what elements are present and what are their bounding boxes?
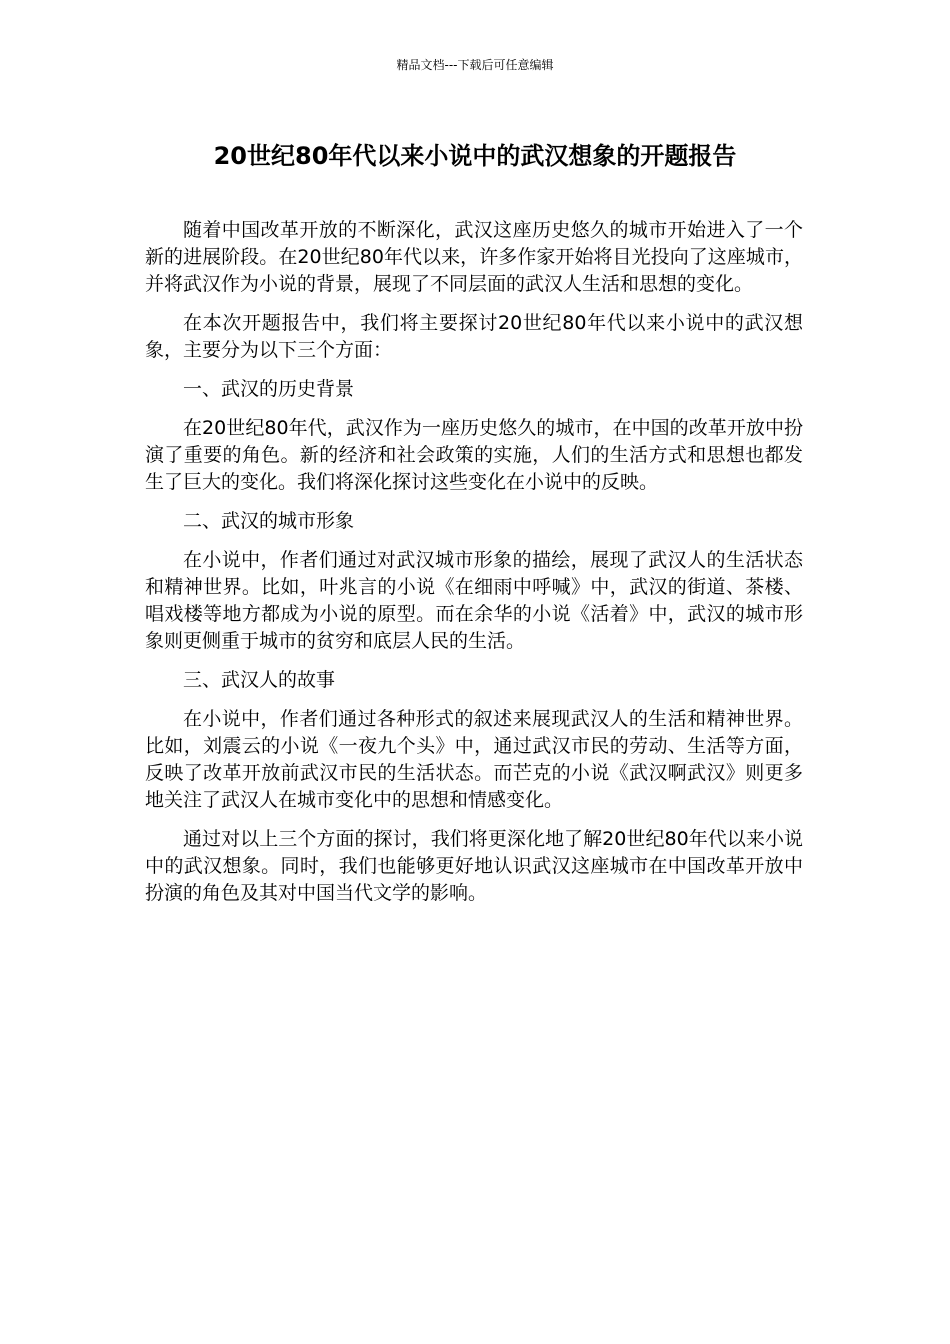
section-heading-city-image: 二、武汉的城市形象 xyxy=(183,510,355,532)
paragraph-history: 在20世纪80年代，武汉作为一座历史悠久的城市，在中国的改革开放中扮演了重要的角色。新的经济和社会政策的实施，人们的生活方式和思想也都发生了巨大的变化。我们将深化探讨这些变化在小说中的反映。 xyxy=(145,417,803,493)
paragraph-conclusion: 通过对以上三个方面的探讨，我们将更深化地了解20世纪80年代以来小说中的武汉想象。同时，我们也能够更好地认识武汉这座城市在中国改革开放中扮演的角色及其对中国当代文学的影响。 xyxy=(145,828,803,904)
paragraph-intro: 随着中国改革开放的不断深化，武汉这座历史悠久的城市开始进入了一个新的进展阶段。在20世纪80年代以来，许多作家开始将目光投向了这座城市，并将武汉作为小说的背景，展现了不同层面的武汉人生活和思想的变化。 xyxy=(145,219,803,295)
section-heading-history: 一、武汉的历史背景 xyxy=(183,378,355,400)
section-heading-stories: 三、武汉人的故事 xyxy=(183,669,336,691)
document-title: 20世纪80年代以来小说中的武汉想象的开题报告 xyxy=(213,142,737,170)
paragraph-overview: 在本次开题报告中，我们将主要探讨20世纪80年代以来小说中的武汉想象，主要分为以下三个方面： xyxy=(145,312,803,361)
document-body xyxy=(145,217,803,919)
page-header-note: 精品文档---下载后可任意编辑 xyxy=(396,58,554,72)
paragraph-stories: 在小说中，作者们通过各种形式的叙述来展现武汉人的生活和精神世界。比如，刘震云的小说《一夜九个头》中，通过武汉市民的劳动、生活等方面，反映了改革开放前武汉市民的生活状态。而芒克的小说《武汉啊武汉》则更多地关注了武汉人在城市变化中的思想和情感变化。 xyxy=(145,708,803,811)
paragraph-city-image: 在小说中，作者们通过对武汉城市形象的描绘，展现了武汉人的生活状态和精神世界。比如，叶兆言的小说《在细雨中呼喊》中，武汉的街道、茶楼、唱戏楼等地方都成为小说的原型。而在余华的小说《活着》中，武汉的城市形象则更侧重于城市的贫穷和底层人民的生活。 xyxy=(145,549,803,652)
